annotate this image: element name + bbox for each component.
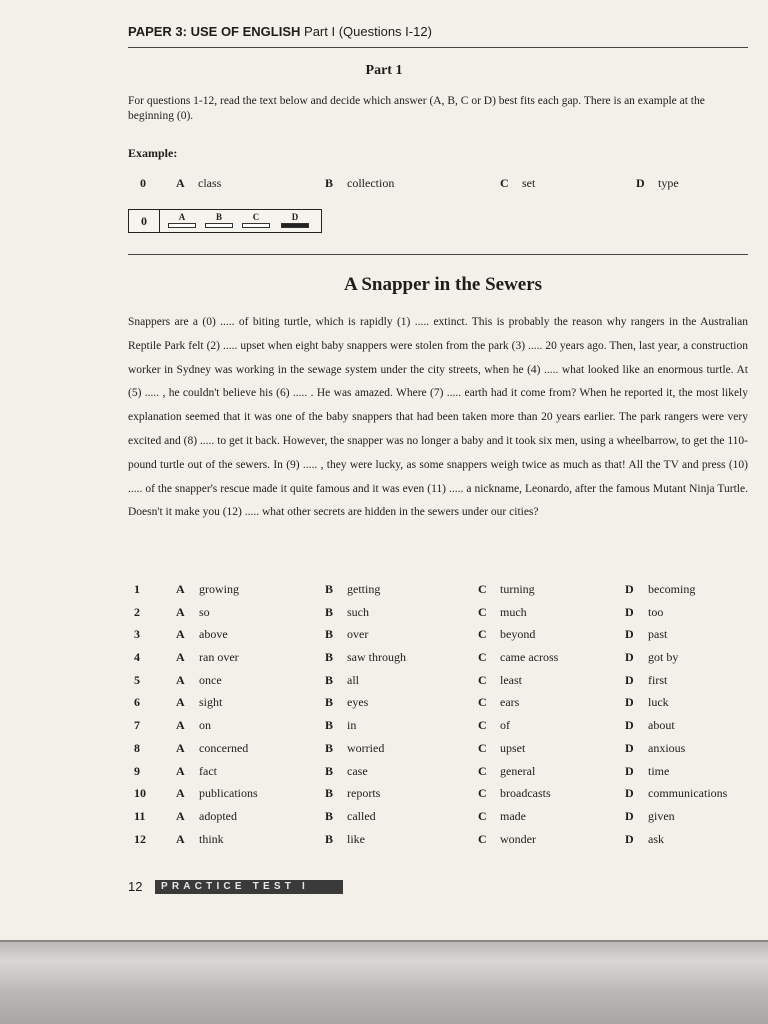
option-b: reports <box>347 786 381 801</box>
answer-option-letter: D <box>291 212 299 222</box>
question-row <box>128 579 748 602</box>
option-letter-b: B <box>325 695 334 710</box>
option-letter-d: D <box>625 672 634 687</box>
option-b: all <box>347 672 359 687</box>
option-d: time <box>648 763 670 778</box>
option-a: once <box>199 672 222 687</box>
option-letter-a: A <box>176 695 185 710</box>
option-letter-c: C <box>478 604 487 619</box>
option-d: about <box>648 718 675 733</box>
example-word-d: type <box>658 176 679 190</box>
question-number: 2 <box>134 604 140 619</box>
question-row <box>128 624 748 647</box>
option-letter-d: D <box>625 831 634 846</box>
question-number: 12 <box>134 831 146 846</box>
option-a: think <box>199 831 224 846</box>
option-d: first <box>648 672 668 687</box>
option-c: came across <box>500 650 559 665</box>
answer-option-letter: C <box>252 212 260 222</box>
question-number: 7 <box>134 718 140 733</box>
option-a: publications <box>199 786 258 801</box>
option-a: adopted <box>199 808 237 823</box>
question-row <box>128 829 748 852</box>
instructions-text: For questions 1-12, read the text below and decide which answer (A, B, C or D) best fits each gap. There is an example at the beginning (0). <box>128 95 705 122</box>
answer-option-b <box>204 212 234 230</box>
option-letter-d: D <box>625 604 634 619</box>
option-b: saw through <box>347 650 406 665</box>
example-letter-c: C <box>500 176 509 190</box>
question-number: 6 <box>134 695 140 710</box>
option-letter-c: C <box>478 650 487 665</box>
example-letter-a: A <box>176 176 185 190</box>
question-row <box>128 670 748 693</box>
option-letter-b: B <box>325 831 334 846</box>
option-a: so <box>199 604 210 619</box>
option-c: turning <box>500 582 535 596</box>
part-title: Part 1 <box>365 63 403 78</box>
question-number: 1 <box>134 582 140 596</box>
question-number: 3 <box>134 627 140 642</box>
example-answer-box <box>128 209 322 233</box>
option-letter-d: D <box>625 740 634 755</box>
answer-mark <box>281 223 309 228</box>
option-c: beyond <box>500 627 536 642</box>
option-letter-a: A <box>176 763 185 778</box>
story-text: Snappers are a (0) ..... of biting turtle, which is rapidly (1) ..... extinct. This is probably the reason why rangers in the Australian Reptile Park felt (2) ..... upset when eight baby snappers were stolen from the park (3) ..... 20 years ago. Then, last year, a construction worker in Sydney was working in the sewage system under the city streets, when he (4) ..... what looked like an enormous turtle. At (5) ..... , he couldn't believe his (6) ..... . He was amazed. Where (7) ..... earth had it come from? When he reported it, the most likely explanation seemed that it was one of the baby snappers that had been taken more than 20 years earlier. The park rangers were very excited and (8) ..... to get it back. However, the snapper was no longer a baby and it took six men, using a wheelbarrow, to get the 110-pound turtle out of the sewers. In (9) ..... , they were lucky, as some snappers weigh twice as much as that! All the TV and press (10) ..... of the snapper's rescue made it quite famous and it was even (11) ..... a nickname, Leonardo, after the famous Mutant Ninja Turtle. Doesn't it make you (12) ..... what other secrets are hidden in the sewers under our cities? <box>128 316 748 519</box>
question-row <box>128 715 748 738</box>
option-c: made <box>500 808 526 823</box>
option-letter-a: A <box>176 582 185 596</box>
option-b: getting <box>347 582 381 596</box>
paper-header-rest: Part I (Questions I-12) <box>300 24 432 39</box>
question-number: 10 <box>134 786 146 801</box>
example-word-c: set <box>522 176 536 190</box>
option-d: got by <box>648 650 679 665</box>
option-b: case <box>347 763 368 778</box>
option-letter-a: A <box>176 718 185 733</box>
example-label: Example: <box>128 146 178 160</box>
option-c: broadcasts <box>500 786 551 801</box>
option-letter-b: B <box>325 718 334 733</box>
answer-mark <box>242 223 270 228</box>
option-d: communications <box>648 786 728 801</box>
option-a: ran over <box>199 650 239 665</box>
option-c: upset <box>500 740 526 755</box>
option-d: anxious <box>648 740 686 755</box>
option-letter-b: B <box>325 672 334 687</box>
question-row <box>128 761 748 784</box>
option-d: given <box>648 808 675 823</box>
answer-option-c <box>241 212 271 230</box>
option-letter-d: D <box>625 650 634 665</box>
answer-option-d <box>280 212 310 230</box>
option-letter-d: D <box>625 786 634 801</box>
page-number: 12 <box>128 879 143 894</box>
option-d: luck <box>648 695 669 710</box>
question-row <box>128 602 748 625</box>
example-number: 0 <box>140 176 146 190</box>
option-a: above <box>199 627 228 642</box>
option-letter-b: B <box>325 582 334 596</box>
option-d: past <box>648 627 668 642</box>
option-letter-a: A <box>176 808 185 823</box>
option-letter-b: B <box>325 763 334 778</box>
answer-box-number: 0 <box>129 210 160 232</box>
example-letter-b: B <box>325 176 334 190</box>
option-letter-c: C <box>478 695 487 710</box>
option-c: much <box>500 604 527 619</box>
answer-mark <box>168 223 196 228</box>
example-word-a: class <box>198 176 222 190</box>
example-letter-d: D <box>636 176 645 190</box>
option-b: like <box>347 831 365 846</box>
question-row <box>128 806 748 829</box>
option-letter-b: B <box>325 786 334 801</box>
answer-option-letter: B <box>215 212 222 222</box>
option-letter-c: C <box>478 763 487 778</box>
option-b: called <box>347 808 376 823</box>
option-a: concerned <box>199 740 249 755</box>
option-letter-d: D <box>625 582 634 596</box>
option-c: general <box>500 763 536 778</box>
option-b: worried <box>347 740 385 755</box>
option-letter-d: D <box>625 763 634 778</box>
question-row <box>128 647 748 670</box>
answer-option-letter: A <box>178 212 186 222</box>
question-row <box>128 738 748 761</box>
question-number: 9 <box>134 763 140 778</box>
scanner-background <box>0 940 768 1024</box>
example-word-b: collection <box>347 176 395 190</box>
option-a: on <box>199 718 211 733</box>
option-letter-c: C <box>478 672 487 687</box>
option-letter-b: B <box>325 604 334 619</box>
option-letter-d: D <box>625 627 634 642</box>
option-c: ears <box>500 695 520 710</box>
question-number: 8 <box>134 740 140 755</box>
header-rule <box>128 47 748 48</box>
option-letter-b: B <box>325 740 334 755</box>
option-b: over <box>347 627 369 642</box>
question-number: 11 <box>134 808 146 823</box>
option-d: becoming <box>648 582 696 596</box>
option-letter-d: D <box>625 718 634 733</box>
option-a: growing <box>199 582 239 596</box>
option-b: in <box>347 718 357 733</box>
question-row <box>128 692 748 715</box>
option-letter-c: C <box>478 831 487 846</box>
option-letter-c: C <box>478 808 487 823</box>
option-letter-a: A <box>176 672 185 687</box>
option-d: ask <box>648 831 664 846</box>
option-letter-b: B <box>325 627 334 642</box>
option-letter-a: A <box>176 604 185 619</box>
option-letter-a: A <box>176 627 185 642</box>
option-letter-a: A <box>176 740 185 755</box>
page-edge-shadow <box>0 940 768 942</box>
option-a: sight <box>199 695 223 710</box>
option-letter-c: C <box>478 740 487 755</box>
option-letter-c: C <box>478 627 487 642</box>
option-letter-c: C <box>478 582 487 596</box>
option-c: least <box>500 672 522 687</box>
practice-test-banner: PRACTICE TEST I <box>155 880 343 894</box>
option-letter-d: D <box>625 695 634 710</box>
paper-header-bold: PAPER 3: USE OF ENGLISH <box>128 24 301 39</box>
answer-option-a <box>167 212 197 230</box>
option-d: too <box>648 604 664 619</box>
option-letter-a: A <box>176 831 185 846</box>
option-letter-b: B <box>325 808 334 823</box>
answer-mark <box>205 223 233 228</box>
paper-header <box>128 24 432 39</box>
option-c: wonder <box>500 831 536 846</box>
section-rule <box>128 254 748 255</box>
example-row <box>128 176 748 192</box>
question-number: 5 <box>134 672 140 687</box>
option-letter-c: C <box>478 718 487 733</box>
option-a: fact <box>199 763 217 778</box>
option-b: such <box>347 604 369 619</box>
story-title: A Snapper in the Sewers <box>343 274 543 295</box>
option-letter-a: A <box>176 650 185 665</box>
option-c: of <box>500 718 510 733</box>
option-letter-b: B <box>325 650 334 665</box>
question-number: 4 <box>134 650 140 665</box>
option-letter-a: A <box>176 786 185 801</box>
option-b: eyes <box>347 695 369 710</box>
option-letter-c: C <box>478 786 487 801</box>
option-letter-d: D <box>625 808 634 823</box>
question-options-table <box>128 579 748 851</box>
question-row <box>128 783 748 806</box>
